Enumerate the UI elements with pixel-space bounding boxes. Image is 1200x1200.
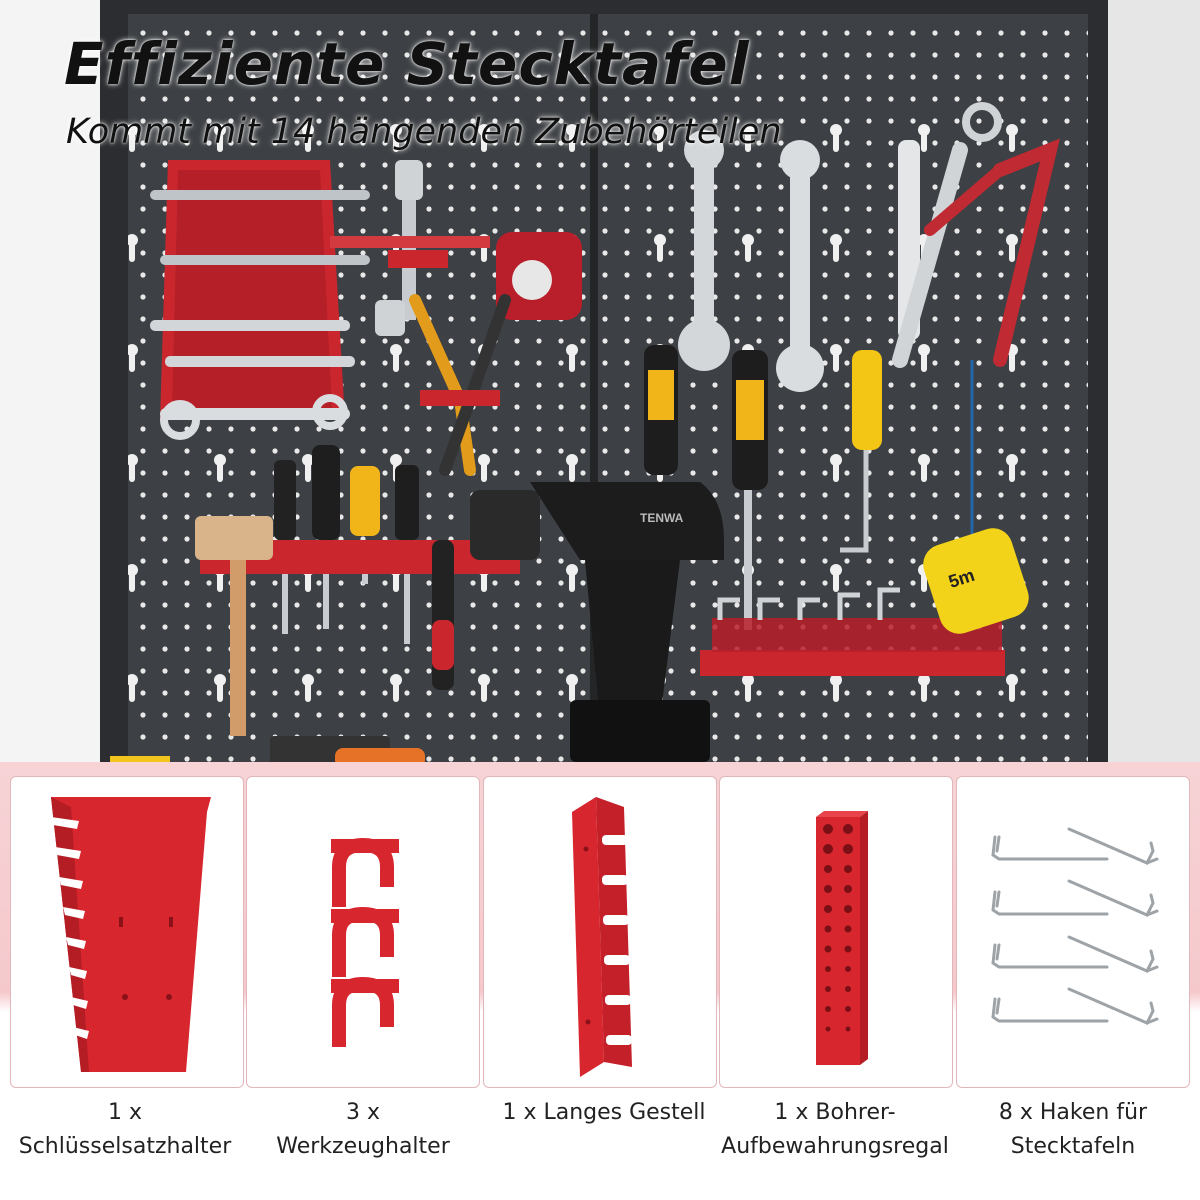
tape-size-label: 5m (946, 564, 977, 592)
caption-name: Aufbewahrungsregal (721, 1134, 949, 1159)
caption-wrench-set-holder (0, 1096, 250, 1164)
drill-bit-rack-icon (720, 777, 952, 1087)
page-title: Effiziente Stecktafel (64, 30, 750, 98)
wrench-set-holder-icon (11, 777, 243, 1087)
caption-name: Schlüsselsatzhalter (18, 1134, 232, 1159)
accessory-card-wrench-set-holder (10, 776, 244, 1088)
caption-drill-bit-rack (712, 1096, 958, 1164)
caption-name: Werkzeughalter (276, 1134, 450, 1159)
caption-quantity: 1 x (107, 1100, 142, 1125)
accessory-card-long-rack (483, 776, 717, 1088)
pegboard-hooks-icon (957, 777, 1189, 1087)
accessories-section (0, 762, 1200, 1200)
long-rack-icon (484, 777, 716, 1087)
caption-tool-holder (238, 1096, 488, 1164)
accessory-card-pegboard-hooks (956, 776, 1190, 1088)
caption-long-rack (480, 1096, 728, 1130)
page-subtitle: Kommt mit 14 hängenden Zubehörteilen (66, 112, 782, 152)
drill-brand-label: TENWA (640, 511, 684, 525)
caption-quantity: 3 x (345, 1100, 380, 1125)
caption-name: Stecktafeln (1010, 1134, 1136, 1159)
accessory-card-drill-bit-rack (719, 776, 953, 1088)
caption-quantity: 1 x Bohrer- (774, 1100, 896, 1125)
tool-holder-icon (247, 777, 479, 1087)
caption-quantity: 1 x Langes Gestell (502, 1100, 706, 1125)
caption-pegboard-hooks (950, 1096, 1196, 1164)
accessory-card-tool-holder (246, 776, 480, 1088)
caption-quantity: 8 x Haken für (998, 1100, 1148, 1125)
